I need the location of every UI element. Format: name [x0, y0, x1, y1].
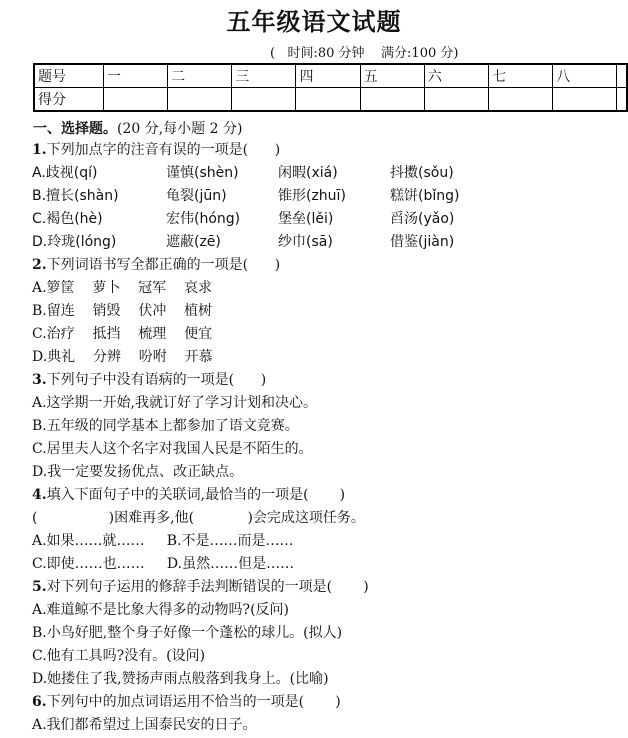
- q1-option-cell: 锥形(zhuī): [278, 188, 346, 204]
- score-table-header-row: [34, 64, 627, 88]
- question-5: [32, 576, 369, 598]
- section-title: 一、选择题。: [33, 121, 117, 137]
- q1-option-cell: 龟裂(jūn): [166, 188, 227, 204]
- q2-option-c: C.治疗 抵挡 梳理 便宜: [32, 326, 213, 342]
- question-number: 2.: [32, 257, 47, 273]
- score-cell: 八: [553, 64, 617, 88]
- q1-option-cell: 糕饼(bǐng): [390, 188, 460, 204]
- q2-option-a: A.箩筐 萝卜 冠军 哀求: [32, 280, 212, 296]
- q1-option-cell: 纱巾(sā): [278, 234, 333, 250]
- score-table-score-row: [34, 88, 627, 112]
- score-cell: 三: [232, 64, 296, 88]
- score-cell: 二: [168, 64, 232, 88]
- q5-option-c: C.他有工具吗?没有。(设问): [32, 648, 206, 664]
- q3-option-c: C.居里夫人这个名字对我国人民是不陌生的。: [32, 441, 313, 457]
- exam-title: 五年级语文试题: [226, 7, 402, 36]
- q1-option-cell: B.擅长(shàn): [32, 188, 119, 204]
- question-number: 6.: [32, 694, 47, 710]
- q1-option-cell: 借鉴(jiàn): [390, 234, 455, 250]
- section-note: (20 分,每小题 2 分): [117, 121, 243, 137]
- section-heading: [33, 118, 242, 138]
- q1-option-cell: 遮蔽(zē): [166, 234, 221, 250]
- question-number: 3.: [32, 372, 47, 388]
- q1-option-cell: C.褐色(hè): [32, 211, 103, 227]
- q4-options-cd: C.即使……也…… D.虽然……但是……: [32, 556, 295, 572]
- question-4: [32, 484, 345, 506]
- score-input-cell[interactable]: [296, 88, 360, 112]
- question-text: 下列加点字的注音有误的一项是( ): [46, 142, 281, 158]
- question-6: [32, 691, 341, 713]
- q1-option-row-a: [32, 162, 592, 184]
- score-input-cell[interactable]: [232, 88, 296, 112]
- score-input-cell[interactable]: [553, 88, 617, 112]
- score-cell: 一: [103, 64, 167, 88]
- question-1: [32, 139, 280, 161]
- score-input-cell[interactable]: [617, 88, 627, 112]
- q1-option-cell: 舀汤(yǎo): [390, 211, 455, 227]
- score-input-cell[interactable]: [424, 88, 488, 112]
- score-input-cell[interactable]: [103, 88, 167, 112]
- score-cell: 题号: [34, 64, 103, 88]
- q1-option-row-b: [32, 185, 592, 207]
- q6-option-a: A.我们都希望过上国泰民安的日子。: [32, 717, 257, 733]
- q1-option-cell: 闲暇(xiá): [278, 165, 338, 181]
- score-table: [33, 63, 628, 112]
- q5-option-a: A.难道鲸不是比象大得多的动物吗?(反问): [32, 602, 289, 618]
- q2-option-d: D.典礼 分辨 吩咐 开慕: [32, 349, 213, 365]
- question-text: 填入下面句子中的关联词,最恰当的一项是( ): [46, 487, 346, 503]
- score-cell: 六: [424, 64, 488, 88]
- q1-option-cell: D.玲珑(lóng): [32, 234, 117, 250]
- question-text: 下列句子中没有语病的一项是( ): [46, 372, 267, 388]
- q5-option-d: D.她搂住了我,赞扬声雨点般落到我身上。(比喻): [32, 671, 329, 687]
- q1-option-cell: 谨慎(shèn): [166, 165, 239, 181]
- question-number: 1.: [32, 142, 47, 158]
- question-number: 4.: [32, 487, 47, 503]
- score-cell: 得分: [34, 88, 103, 112]
- score-input-cell[interactable]: [360, 88, 424, 112]
- question-2: [32, 254, 280, 276]
- q4-blank-sentence: ( )困难再多,他( )会完成这项任务。: [32, 510, 365, 526]
- question-text: 下列词语书写全都正确的一项是( ): [46, 257, 281, 273]
- question-text: 对下列句子运用的修辞手法判断错误的一项是( ): [46, 579, 369, 595]
- q1-option-cell: 抖擞(sǒu): [390, 165, 454, 181]
- q1-option-row-d: [32, 231, 592, 253]
- score-cell: 四: [296, 64, 360, 88]
- score-input-cell[interactable]: [489, 88, 553, 112]
- q1-option-row-c: [32, 208, 592, 230]
- q1-option-cell: 宏伟(hóng): [166, 211, 241, 227]
- q1-option-cell: A.歧视(qí): [32, 165, 98, 181]
- q3-option-b: B.五年级的同学基本上都参加了语文竞赛。: [32, 418, 299, 434]
- score-cell: 五: [360, 64, 424, 88]
- question-3: [32, 369, 266, 391]
- question-text: 下列句中的加点词语运用不恰当的一项是( ): [46, 694, 341, 710]
- score-cell: [617, 64, 627, 88]
- q2-option-b: B.留连 销毁 伏冲 植树: [32, 303, 213, 319]
- exam-subtitle: ( 时间:80 分钟 满分:100 分): [270, 46, 459, 61]
- q4-options-ab: A.如果……就…… B.不是……而是……: [32, 533, 294, 549]
- question-number: 5.: [32, 579, 47, 595]
- score-cell: 七: [489, 64, 553, 88]
- score-input-cell[interactable]: [168, 88, 232, 112]
- q3-option-d: D.我一定要发扬优点、改正缺点。: [32, 464, 244, 480]
- q1-option-cell: 堡垒(lěi): [278, 211, 334, 227]
- q5-option-b: B.小鸟好肥,整个身子好像一个蓬松的球儿。(拟人): [32, 625, 343, 641]
- q3-option-a: A.这学期一开始,我就订好了学习计划和决心。: [32, 395, 318, 411]
